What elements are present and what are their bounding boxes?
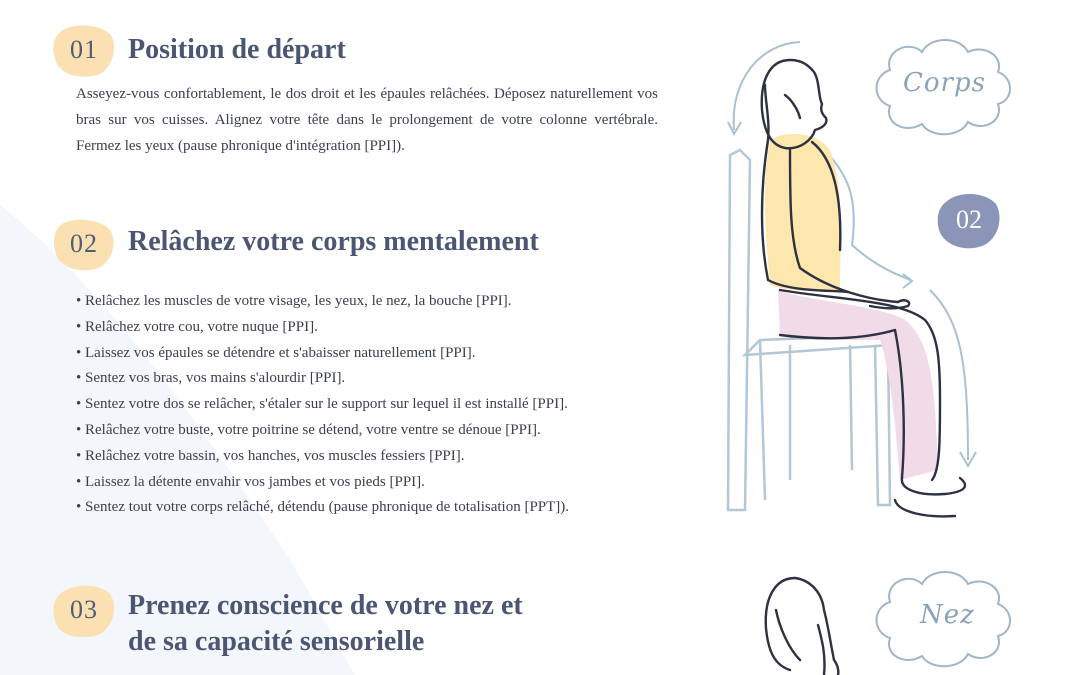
section-number: 01 <box>70 35 98 64</box>
list-item: • Relâchez votre buste, votre poitrine se détend, votre ventre se dénoue [PPI]. <box>76 418 569 444</box>
cloud-label-nez: Nez <box>920 600 975 630</box>
list-item: • Relâchez votre cou, votre nuque [PPI]. <box>76 315 569 341</box>
section-title-line2: de sa capacité sensorielle <box>128 626 425 657</box>
badge-number: 02 <box>956 205 982 234</box>
list-item: • Sentez vos bras, vos mains s'alourdir [PPI]. <box>76 366 569 392</box>
list-item: • Laissez vos épaules se détendre et s'abaisser naturellement [PPI]. <box>76 341 569 367</box>
list-item: • Sentez tout votre corps relâché, détendu (pause phronique de totalisation [PPT]). <box>76 495 569 521</box>
relaxation-steps-list <box>76 289 569 521</box>
list-item: • Laissez la détente envahir vos jambes et vos pieds [PPI]. <box>76 470 569 496</box>
section-badge-01 <box>52 22 116 78</box>
section-title: Position de départ <box>128 34 346 65</box>
cloud-label-corps: Corps <box>903 68 986 98</box>
seated-woman-illustration <box>690 20 1080 675</box>
section-paragraph: Asseyez-vous confortablement, le dos droit et les épaules relâchées. Déposez naturellement vos bras sur vos cuisses. Alignez votre tête dans le prolongement de votre colonne vertébrale. Fermez les yeux (pause phronique d'intégration [PPI]). <box>76 86 658 154</box>
section-badge-03 <box>52 582 116 638</box>
section-badge-02 <box>52 216 116 272</box>
section-title: Relâchez votre corps mentalement <box>128 226 539 257</box>
section-number: 02 <box>70 229 98 258</box>
list-item: • Relâchez les muscles de votre visage, les yeux, le nez, la bouche [PPI]. <box>76 289 569 315</box>
section-number: 03 <box>70 595 98 624</box>
section-title-line1: Prenez conscience de votre nez et <box>128 590 523 621</box>
list-item: • Sentez votre dos se relâcher, s'étaler sur le support sur lequel il est installé [PPI]. <box>76 392 569 418</box>
list-item: • Relâchez votre bassin, vos hanches, vos muscles fessiers [PPI]. <box>76 444 569 470</box>
illustration-badge-02 <box>936 190 1002 250</box>
